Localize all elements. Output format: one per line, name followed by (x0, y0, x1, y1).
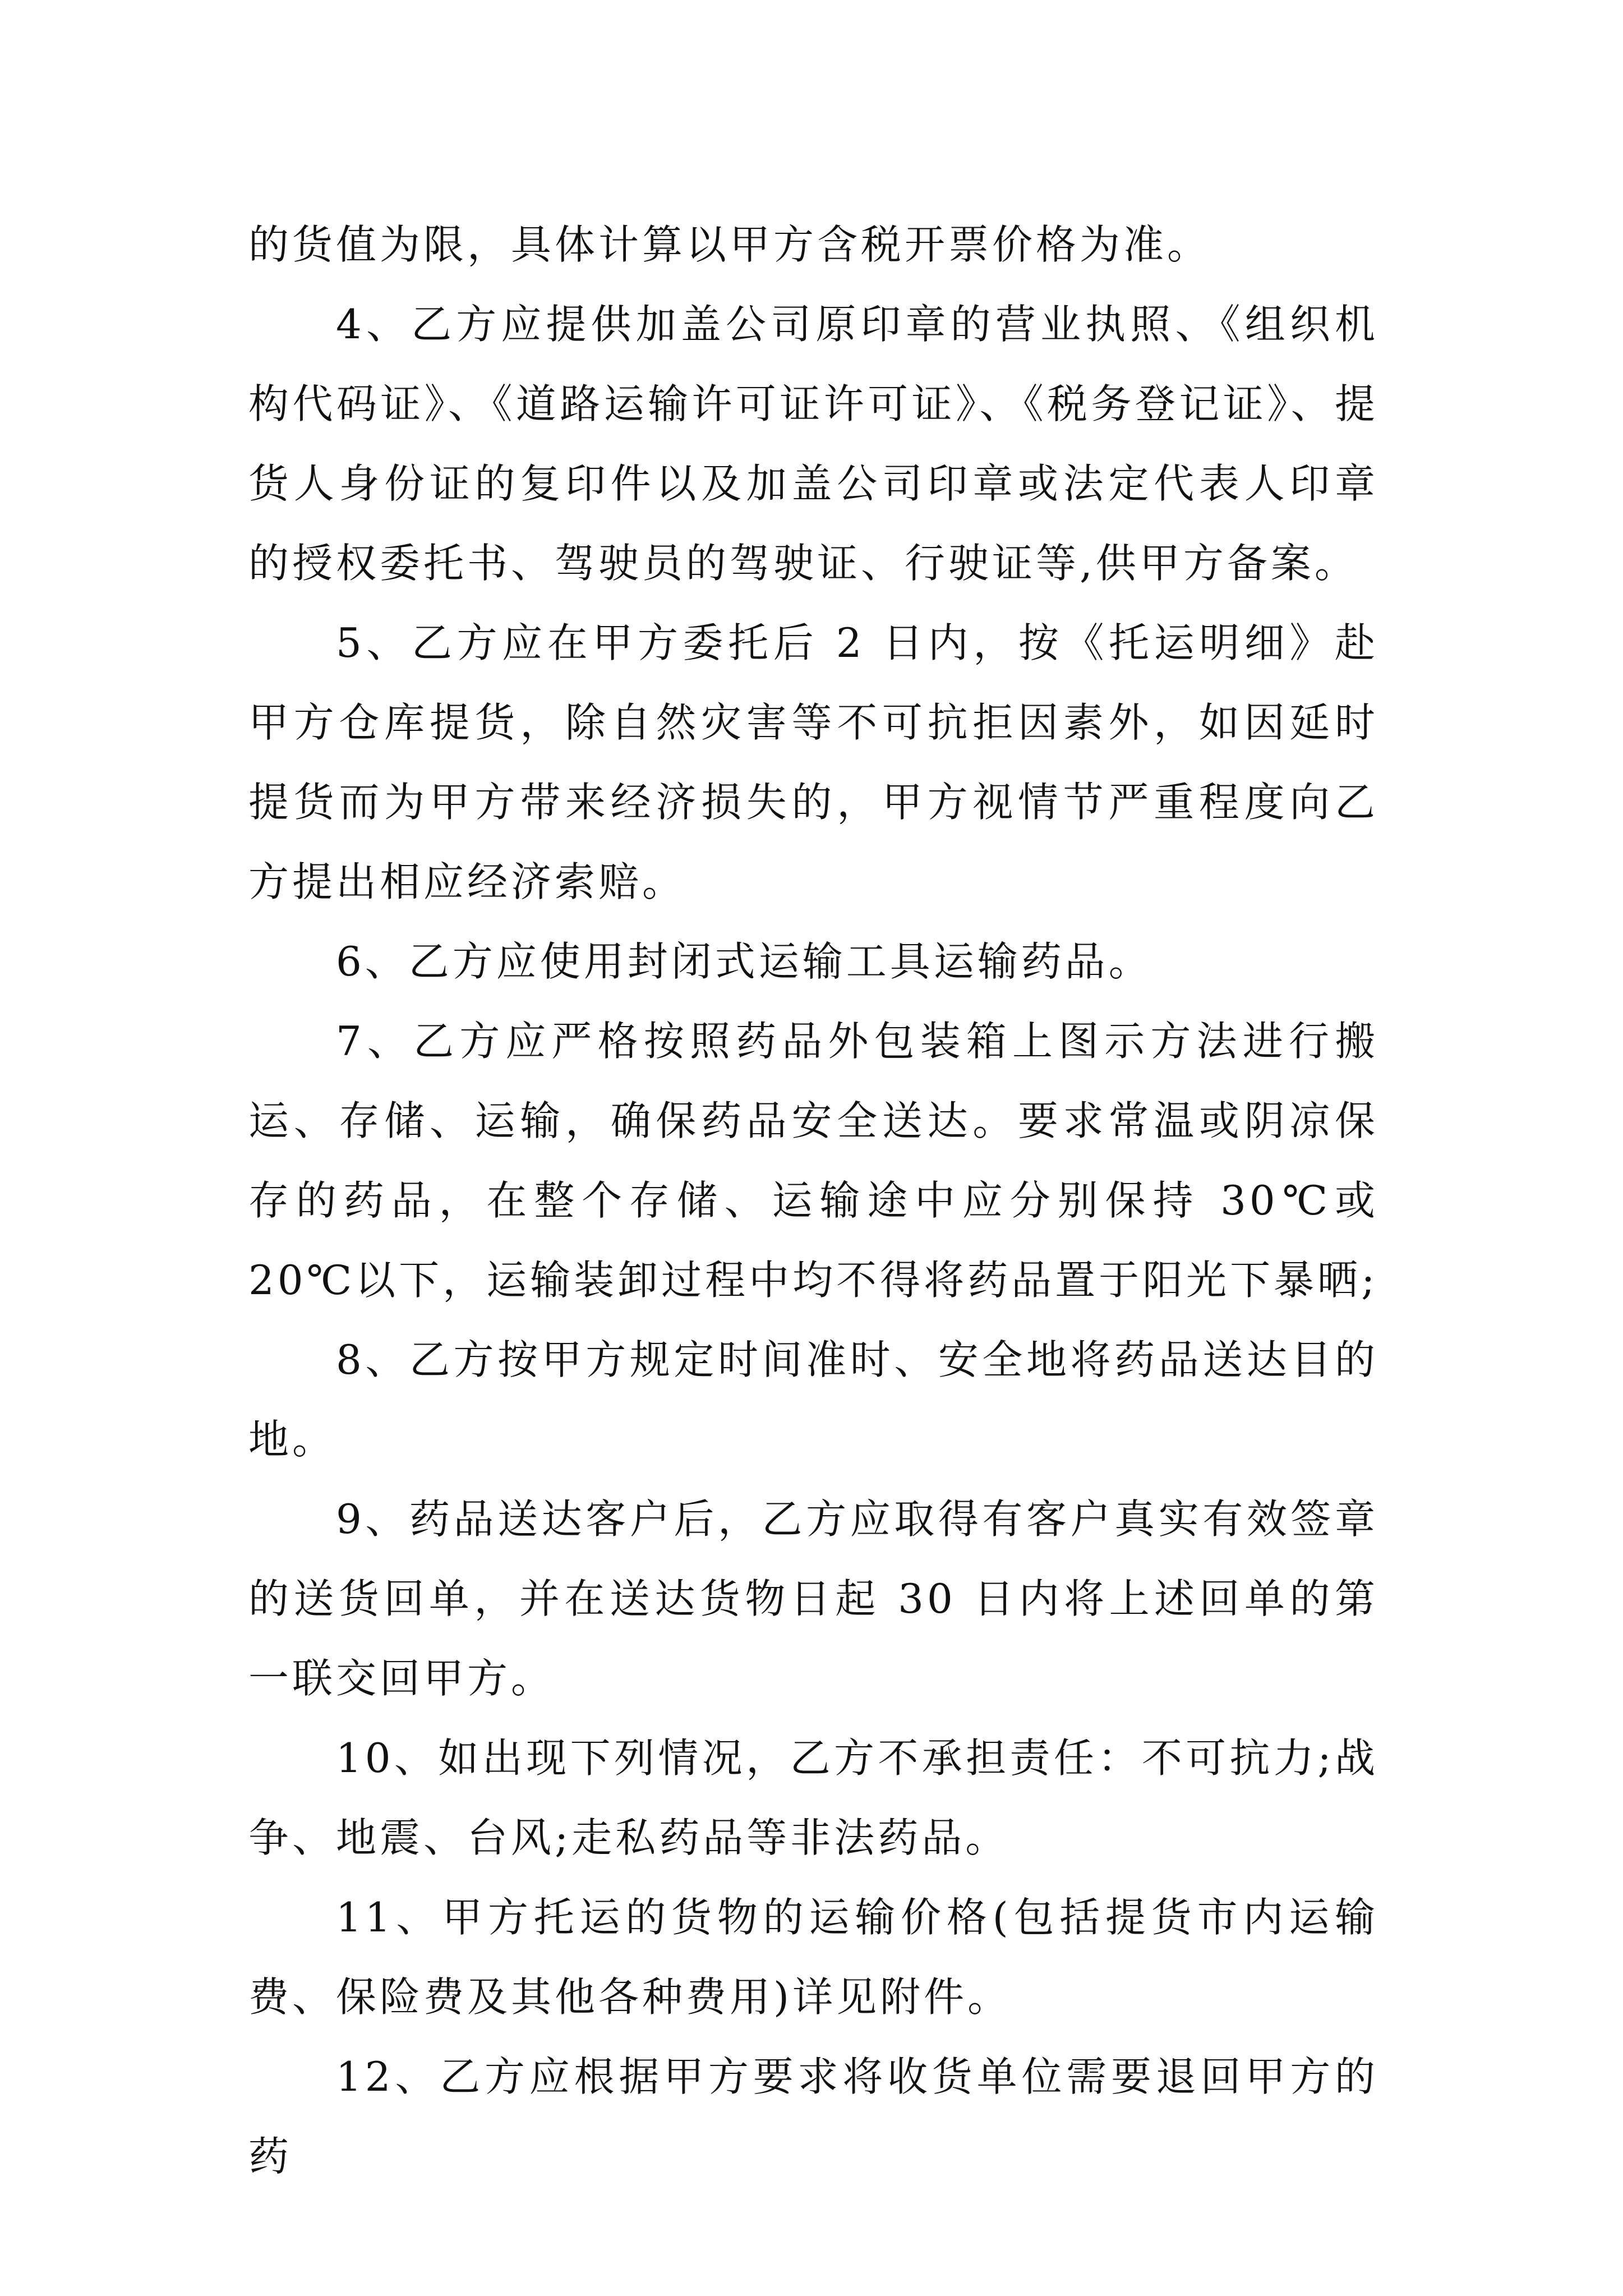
paragraph-clause-10: 10、如出现下列情况，乙方不承担责任：不可抗力;战争、地震、台风;走私药品等非法药品。 (248, 1734, 1378, 1861)
paragraph-clause-7: 7、乙方应严格按照药品外包装箱上图示方法进行搬运、存储、运输，确保药品安全送达。要求常温或阴凉保存的药品，在整个存储、运输途中应分别保持 30℃或 20℃以下，运输装卸过程中均不得将药品置于阳光下暴晒; (248, 1018, 1378, 1304)
paragraph-clause-9: 9、药品送达客户后，乙方应取得有客户真实有效签章的送货回单，并在送达货物日起 30 日内将上述回单的第一联交回甲方。 (248, 1496, 1378, 1702)
paragraph-continuation: 的货值为限，具体计算以甲方含税开票价格为准。 (248, 221, 1211, 268)
paragraph-clause-4: 4、乙方应提供加盖公司原印章的营业执照、《组织机构代码证》、《道路运输许可证许可证》、《税务登记证》、提货人身份证的复印件以及加盖公司印章或法定代表人印章的授权委托书、驾驶员的驾驶证、行驶证等,供甲方备案。 (248, 301, 1378, 587)
paragraph-clause-11: 11、甲方托运的货物的运输价格(包括提货市内运输费、保险费及其他各种费用)详见附件。 (248, 1894, 1378, 2021)
paragraph-clause-6: 6、乙方应使用封闭式运输工具运输药品。 (336, 938, 1152, 985)
document-body (248, 205, 1378, 2196)
paragraph-clause-12: 12、乙方应根据甲方要求将收货单位需要退回甲方的药 (248, 2053, 1378, 2180)
paragraph-clause-8: 8、乙方按甲方规定时间准时、安全地将药品送达目的地。 (248, 1336, 1378, 1463)
paragraph-clause-5: 5、乙方应在甲方委托后 2 日内，按《托运明细》赴甲方仓库提货，除自然灾害等不可抗拒因素外，如因延时提货而为甲方带来经济损失的，甲方视情节严重程度向乙方提出相应经济索赔。 (248, 619, 1378, 905)
